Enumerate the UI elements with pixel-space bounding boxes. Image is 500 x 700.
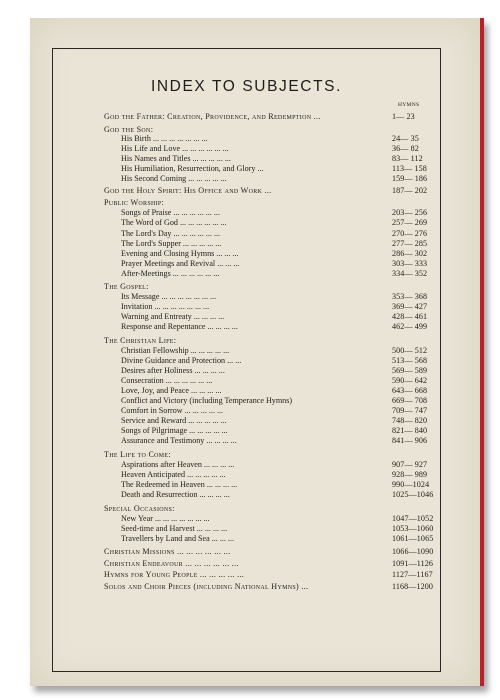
index-subentry (0, 249, 500, 259)
hymn-number-range: 277— 285 (392, 239, 428, 248)
hymn-number-range: 369— 427 (392, 302, 428, 311)
index-subentry (0, 144, 500, 154)
index-entry-label: Warning and Entreaty ... ... ... ... (121, 312, 225, 321)
index-subentry (0, 356, 500, 366)
index-entry-label: Love, Joy, and Peace ... ... ... ... (121, 386, 222, 395)
index-entry-label: His Birth ... ... ... ... ... ... ... (121, 134, 208, 143)
index-subentry (0, 490, 500, 500)
index-entry-label: Christian Endeavour ... ... ... ... ... ... (104, 559, 239, 568)
index-subentry (0, 174, 500, 184)
index-entry-label: The Lord's Supper ... ... ... ... ... (121, 239, 222, 248)
index-entry-label: His Life and Love ... ... ... ... ... ... (121, 144, 229, 153)
index-entry-label: Its Message ... ... ... ... ... ... ... (121, 292, 217, 301)
hymn-number-range: 428— 461 (392, 312, 428, 321)
index-subentry (0, 208, 500, 218)
hymn-number-range: 1066—1090 (392, 547, 434, 556)
index-subentry (0, 312, 500, 322)
index-subentry (0, 164, 500, 174)
index-entry-label: Heaven Anticipated ... ... ... ... ... (121, 470, 226, 479)
index-subentry (0, 426, 500, 436)
hymn-number-range: 928— 989 (392, 470, 428, 479)
hymn-number-range: 203— 256 (392, 208, 428, 217)
index-entry-label: Consecration ... ... ... ... ... ... (121, 376, 213, 385)
index-entry-label: The Life to Come: (104, 450, 171, 459)
hymn-number-range: 821— 840 (392, 426, 428, 435)
hymn-number-range: 1053—1060 (392, 524, 434, 533)
hymn-number-range: 113— 158 (392, 164, 427, 173)
hymn-number-range: 841— 906 (392, 436, 428, 445)
index-entry-label: Christian Fellowship ... ... ... ... ... (121, 346, 230, 355)
hymn-number-range: 643— 668 (392, 386, 428, 395)
index-entry-label: Evening and Closing Hymns ... ... ... (121, 249, 239, 258)
hymn-number-range: 1127—1167 (392, 570, 433, 579)
index-entry-label: His Humiliation, Resurrection, and Glory ... (121, 164, 264, 173)
hymn-number-range: 36— 82 (392, 144, 419, 153)
hymn-number-range: 669— 708 (392, 396, 428, 405)
hymn-number-range: 1025—1046 (392, 490, 434, 499)
index-subentry (0, 534, 500, 544)
index-subentry (0, 229, 500, 239)
hymn-number-range: 1047—1052 (392, 514, 434, 523)
hymn-number-range: 590— 642 (392, 376, 428, 385)
index-entry-label: Comfort in Sorrow ... ... ... ... ... (121, 406, 224, 415)
index-entry-label: God the Father: Creation, Providence, and Redemption ... (104, 112, 321, 121)
page-title: INDEX TO SUBJECTS. (150, 78, 342, 95)
hymn-number-range: 513— 568 (392, 356, 428, 365)
index-section-heading (0, 186, 500, 196)
index-subentry (0, 269, 500, 279)
index-subentry (0, 134, 500, 144)
index-subentry (0, 302, 500, 312)
index-subentry (0, 292, 500, 302)
hymn-number-range: 500— 512 (392, 346, 428, 355)
hymn-number-range: 462— 499 (392, 322, 428, 331)
hymn-number-range: 353— 368 (392, 292, 428, 301)
index-entry-label: Christian Missions ... ... ... ... ... ... (104, 547, 231, 556)
index-entry-label: Solos and Choir Pieces (including National Hymns) ... (104, 582, 309, 591)
hymn-number-range: 334— 352 (392, 269, 428, 278)
index-section-heading (0, 570, 500, 580)
hymn-number-range: 990—1024 (392, 480, 430, 489)
index-subentry (0, 346, 500, 356)
hymn-number-range: 1091—1126 (392, 559, 434, 568)
hymn-number-range: 257— 269 (392, 218, 428, 227)
hymn-number-range: 270— 276 (392, 229, 428, 238)
index-subentry (0, 366, 500, 376)
index-subentry (0, 218, 500, 228)
hymn-number-range: 159— 186 (392, 174, 428, 183)
index-subentry (0, 480, 500, 490)
index-section-heading (0, 547, 500, 557)
hymn-number-range: 303— 333 (392, 259, 428, 268)
index-entry-label: Prayer Meetings and Revival ... ... ... (121, 259, 240, 268)
index-subentry (0, 396, 500, 406)
index-section-heading (0, 582, 500, 592)
index-entry-label: Aspirations after Heaven ... ... ... ... (121, 460, 235, 469)
index-entry-label: Death and Resurrection ... ... ... ... (121, 490, 230, 499)
hymn-number-range: 907— 927 (392, 460, 428, 469)
index-section-heading (0, 559, 500, 569)
hymn-number-range: 569— 589 (392, 366, 428, 375)
index-subentry (0, 524, 500, 534)
index-entry-label: Seed-time and Harvest ... ... ... ... (121, 524, 228, 533)
hymn-number-range: 83— 112 (392, 154, 423, 163)
hymn-number-range: 709— 747 (392, 406, 428, 415)
index-entry-label: The Lord's Day ... ... ... ... ... ... (121, 229, 221, 238)
index-subentry (0, 460, 500, 470)
hymn-number-range: 24— 35 (392, 134, 419, 143)
index-subentry (0, 436, 500, 446)
index-section-heading (0, 198, 500, 208)
index-entry-label: Songs of Pilgrimage ... ... ... ... ... (121, 426, 228, 435)
index-entry-label: God the Son: (104, 125, 154, 134)
index-entry-label: His Names and Titles ... ... ... ... ... (121, 154, 231, 163)
hymn-number-range: 1168—1200 (392, 582, 434, 591)
index-entry-label: Conflict and Victory (including Temperance Hymns) (121, 396, 293, 405)
index-entry-label: The Redeemed in Heaven ... ... ... ... (121, 480, 238, 489)
index-entry-label: The Gospel: (104, 282, 149, 291)
index-entry-label: The Christian Life: (104, 336, 177, 345)
index-subentry (0, 470, 500, 480)
index-subentry (0, 239, 500, 249)
hymn-number-range: 187— 202 (392, 186, 428, 195)
index-entry-label: God the Holy Spirit: His Office and Work ... (104, 186, 272, 195)
hymn-number-range: 1061—1065 (392, 534, 434, 543)
index-section-heading (0, 336, 500, 346)
index-subentry (0, 376, 500, 386)
index-entry-label: Songs of Praise ... ... ... ... ... ... (121, 208, 220, 217)
index-entry-label: Travellers by Land and Sea ... ... ... (121, 534, 234, 543)
hymn-number-range: 748— 820 (392, 416, 428, 425)
index-entry-label: Special Occasions: (104, 504, 175, 513)
index-subentry (0, 322, 500, 332)
index-subentry (0, 154, 500, 164)
index-entry-label: Service and Reward ... ... ... ... ... (121, 416, 227, 425)
index-section-heading (0, 450, 500, 460)
index-subentry (0, 416, 500, 426)
index-entry-label: His Second Coming ... ... ... ... ... (121, 174, 227, 183)
index-section-heading (0, 112, 500, 122)
index-subentry (0, 406, 500, 416)
index-section-heading (0, 282, 500, 292)
index-entry-label: Hymns for Young People ... ... ... ... ... (104, 570, 245, 579)
index-entry-label: Divine Guidance and Protection ... ... (121, 356, 242, 365)
index-entry-label: New Year ... ... ... ... ... ... ... (121, 514, 210, 523)
index-entry-label: Response and Repentance ... ... ... ... (121, 322, 238, 331)
index-entry-label: Public Worship: (104, 198, 165, 207)
index-subentry (0, 386, 500, 396)
index-section-heading (0, 504, 500, 514)
index-entry-label: After-Meetings ... ... ... ... ... ... (121, 269, 220, 278)
index-subentry (0, 259, 500, 269)
hymn-number-range: 286— 302 (392, 249, 428, 258)
index-entry-label: The Word of God ... ... ... ... ... ... (121, 218, 227, 227)
index-entry-label: Invitation ... ... ... ... ... ... ... (121, 302, 210, 311)
hymns-column-header: HYMNS (398, 102, 420, 108)
hymn-number-range: 1— 23 (392, 112, 415, 121)
index-entry-label: Desires after Holiness ... ... ... ... (121, 366, 225, 375)
index-subentry (0, 514, 500, 524)
index-entry-label: Assurance and Testimony ... ... ... ... (121, 436, 237, 445)
